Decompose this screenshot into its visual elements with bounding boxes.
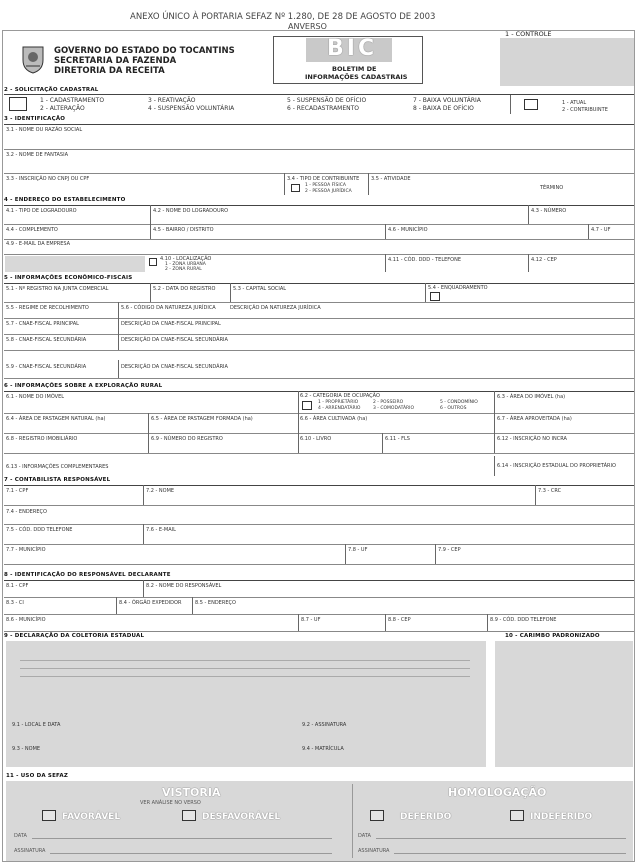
field-6-2: 6.2 - CATEGORIA DE OCUPAÇÃO xyxy=(300,393,380,399)
field-6-2-opt5: 5 - CONDOMÍNIO xyxy=(440,400,478,405)
sec2-opt-b: 2 - CONTRIBUINTE xyxy=(562,107,608,113)
field-5-7-desc[interactable]: DESCRIÇÃO DA CNAE-FISCAL PRINCIPAL xyxy=(121,321,221,327)
field-6-11[interactable]: 6.11 - FLS xyxy=(385,436,410,442)
field-7-8[interactable]: 7.8 - UF xyxy=(348,547,368,553)
field-9-1[interactable]: 9.1 - LOCAL E DATA xyxy=(12,722,61,728)
indeferido-label: INDEFERIDO xyxy=(530,812,593,822)
side-label: ANVERSO xyxy=(288,22,327,31)
bic-title2: INFORMAÇÕES CADASTRAIS xyxy=(305,73,408,81)
field-7-5[interactable]: 7.5 - CÓD. DDD TELEFONE xyxy=(6,527,73,533)
field-6-7[interactable]: 6.7 - ÁREA APROVEITADA (ha) xyxy=(497,416,572,422)
field-6-9[interactable]: 6.9 - NÚMERO DO REGISTRO xyxy=(151,436,223,442)
field-3-1[interactable]: 3.1 - NOME OU RAZÃO SOCIAL xyxy=(6,127,83,133)
field-9-2[interactable]: 9.2 - ASSINATURA xyxy=(302,722,347,728)
field-3-6[interactable]: TÉRMINO xyxy=(540,185,564,191)
field-5-4: 5.4 - ENQUADRAMENTO xyxy=(428,285,488,291)
field-4-3[interactable]: 4.3 - NÚMERO xyxy=(531,208,567,214)
sec3-title: 3 - IDENTIFICAÇÃO xyxy=(4,116,66,122)
field-6-2-opt2: 2 - POSSEIRO xyxy=(373,400,404,405)
field-4-9[interactable]: 4.9 - E-MAIL DA EMPRESA xyxy=(6,241,71,247)
field-7-7[interactable]: 7.7 - MUNICÍPIO xyxy=(6,547,46,553)
sec2-opt2: 2 - ALTERAÇÃO xyxy=(40,105,85,112)
field-4-2[interactable]: 4.2 - NOME DO LOGRADOURO xyxy=(153,208,229,214)
field-4-11[interactable]: 4.11 - CÓD. DDD - TELEFONE xyxy=(388,257,461,263)
field-3-4-opt2: 2 - PESSOA JURÍDICA xyxy=(305,189,352,194)
deferido-label: DEFERIDO xyxy=(400,812,452,822)
sec9-title: 9 - DECLARAÇÃO DA COLETORIA ESTADUAL xyxy=(4,633,145,639)
field-3-4-opt1: 1 - PESSOA FÍSICA xyxy=(305,183,346,188)
field-8-8[interactable]: 8.8 - CEP xyxy=(388,617,411,623)
field-6-1[interactable]: 6.1 - NOME DO IMÓVEL xyxy=(6,394,65,400)
vistoria-assinatura[interactable]: ASSINATURA xyxy=(14,848,46,854)
field-3-4: 3.4 - TIPO DE CONTRIBUINTE xyxy=(287,176,360,182)
field-8-4[interactable]: 8.4 - ÓRGÃO EXPEDIDOR xyxy=(119,600,182,606)
field-7-6[interactable]: 7.6 - E-MAIL xyxy=(146,527,176,533)
field-5-6[interactable]: 5.6 - CÓDIGO DA NATUREZA JURÍDICA xyxy=(121,305,216,311)
field-5-8[interactable]: 5.8 - CNAE-FISCAL SECUNDÁRIA xyxy=(6,337,87,343)
field-5-3[interactable]: 5.3 - CAPITAL SOCIAL xyxy=(233,286,287,292)
field-3-2[interactable]: 3.2 - NOME DE FANTASIA xyxy=(6,152,69,158)
field-4-5[interactable]: 4.5 - BAIRRO / DISTRITO xyxy=(153,227,214,233)
field-9-3[interactable]: 9.3 - NOME xyxy=(12,746,41,752)
sec2-opt8: 8 - BAIXA DE OFÍCIO xyxy=(413,105,474,112)
field-5-2[interactable]: 5.2 - DATA DO REGISTRO xyxy=(153,286,216,292)
gov-line1: GOVERNO DO ESTADO DO TOCANTINS xyxy=(54,46,235,56)
sec2-opt6: 6 - RECADASTRAMENTO xyxy=(287,105,360,112)
sec4-title: 4 - ENDEREÇO DO ESTABELECIMENTO xyxy=(4,197,126,203)
field-9-4[interactable]: 9.4 - MATRÍCULA xyxy=(302,746,344,752)
gov-line3: DIRETORIA DA RECEITA xyxy=(54,66,165,76)
homologacao-title: HOMOLOGAÇÃO xyxy=(448,786,547,799)
field-5-6-desc[interactable]: DESCRIÇÃO DA NATUREZA JURÍDICA xyxy=(230,305,321,311)
sec11-title: 11 - USO DA SEFAZ xyxy=(6,773,69,779)
field-5-9[interactable]: 5.9 - CNAE-FISCAL SECUNDÁRIA xyxy=(6,364,87,370)
bic-title1: BOLETIM DE xyxy=(332,65,377,73)
sec7-title: 7 - CONTABILISTA RESPONSÁVEL xyxy=(4,477,111,483)
field-8-1[interactable]: 8.1 - CPF xyxy=(6,583,29,589)
homologacao-data[interactable]: DATA xyxy=(358,833,371,839)
field-4-12[interactable]: 4.12 - CEP xyxy=(531,257,557,263)
field-6-2-opt6: 6 - OUTROS xyxy=(440,406,467,411)
field-6-8[interactable]: 6.8 - REGISTRO IMOBILIÁRIO xyxy=(6,436,78,442)
favoravel-label: FAVORÁVEL xyxy=(62,812,121,822)
field-6-2-opt3: 3 - COMODATÁRIO xyxy=(373,406,415,411)
field-3-5[interactable]: 3.5 - ATIVIDADE xyxy=(371,176,411,182)
field-4-10-opt2: 2 - ZONA RURAL xyxy=(165,267,202,272)
sec10-title: 10 - CARIMBO PADRONIZADO xyxy=(505,633,600,639)
field-7-1[interactable]: 7.1 - CPF xyxy=(6,488,29,494)
field-6-2-opt4: 4 - ARRENDATÁRIO xyxy=(318,406,361,411)
field-6-13[interactable]: 6.13 - INFORMAÇÕES COMPLEMENTARES xyxy=(6,464,109,470)
sec5-title: 5 - INFORMAÇÕES ECONÔMICO-FISCAIS xyxy=(4,275,133,281)
field-6-12[interactable]: 6.12 - INSCRIÇÃO NO INCRA xyxy=(497,436,567,442)
field-6-6[interactable]: 6.6 - ÁREA CULTIVADA (ha) xyxy=(300,416,368,422)
field-4-10: 4.10 - LOCALIZAÇÃO xyxy=(160,256,212,262)
field-8-9[interactable]: 8.9 - CÓD. DDD TELEFONE xyxy=(490,617,557,623)
field-8-3[interactable]: 8.3 - CI xyxy=(6,600,24,606)
field-7-4[interactable]: 7.4 - ENDEREÇO xyxy=(6,509,47,515)
sec2-opt3: 3 - REATIVAÇÃO xyxy=(148,97,196,104)
controle-title: 1 - CONTROLE xyxy=(505,30,552,38)
field-8-2[interactable]: 8.2 - NOME DO RESPONSÁVEL xyxy=(146,583,222,589)
form-frame xyxy=(2,30,635,862)
field-3-3[interactable]: 3.3 - INSCRIÇÃO NO CNPJ OU CPF xyxy=(6,176,90,182)
sec2-title: 2 - SOLICITAÇÃO CADASTRAL xyxy=(4,87,99,93)
vistoria-title: VISTORIA xyxy=(162,786,221,799)
field-6-5[interactable]: 6.5 - ÁREA DE PASTAGEM FORMADA (ha) xyxy=(151,416,253,422)
field-4-10-opt1: 1 - ZONA URBANA xyxy=(165,262,206,267)
field-7-3[interactable]: 7.3 - CRC xyxy=(538,488,562,494)
homologacao-assinatura[interactable]: ASSINATURA xyxy=(358,848,390,854)
sec6-title: 6 - INFORMAÇÕES SOBRE A EXPLORAÇÃO RURAL xyxy=(4,383,163,389)
sec2-opt7: 7 - BAIXA VOLUNTÁRIA xyxy=(413,97,481,104)
field-5-8-desc[interactable]: DESCRIÇÃO DA CNAE-FISCAL SECUNDÁRIA xyxy=(121,337,228,343)
field-7-9[interactable]: 7.9 - CEP xyxy=(438,547,461,553)
field-6-2-opt1: 1 - PROPRIETÁRIO xyxy=(318,400,359,405)
field-4-6[interactable]: 4.6 - MUNICÍPIO xyxy=(388,227,428,233)
bic-logo-text: BIC xyxy=(327,36,378,61)
vistoria-data[interactable]: DATA xyxy=(14,833,27,839)
sec2-opt5: 5 - SUSPENSÃO DE OFÍCIO xyxy=(287,97,367,104)
field-4-7[interactable]: 4.7 - UF xyxy=(591,227,611,233)
field-7-2[interactable]: 7.2 - NOME xyxy=(146,488,175,494)
sec8-title: 8 - IDENTIFICAÇÃO DO RESPONSÁVEL DECLARANTE xyxy=(4,572,171,578)
field-8-7[interactable]: 8.7 - UF xyxy=(301,617,321,623)
gov-line2: SECRETARIA DA FAZENDA xyxy=(54,56,177,66)
field-8-6[interactable]: 8.6 - MUNICÍPIO xyxy=(6,617,46,623)
field-5-9-desc[interactable]: DESCRIÇÃO DA CNAE-FISCAL SECUNDÁRIA xyxy=(121,364,228,370)
field-4-1[interactable]: 4.1 - TIPO DE LOGRADOURO xyxy=(6,208,77,214)
field-6-10[interactable]: 6.10 - LIVRO xyxy=(300,436,332,442)
field-4-4[interactable]: 4.4 - COMPLEMENTO xyxy=(6,227,58,233)
sec2-opt1: 1 - CADASTRAMENTO xyxy=(40,97,105,104)
field-5-5[interactable]: 5.5 - REGIME DE RECOLHIMENTO xyxy=(6,305,89,311)
field-6-4[interactable]: 6.4 - ÁREA DE PASTAGEM NATURAL (ha) xyxy=(6,416,106,422)
sec2-opt-a: 1 - ATUAL xyxy=(562,100,587,106)
field-5-7[interactable]: 5.7 - CNAE-FISCAL PRINCIPAL xyxy=(6,321,79,327)
annex-title: ANEXO ÚNICO À PORTARIA SEFAZ Nº 1.280, DE 28 DE AGOSTO DE 2003 xyxy=(130,12,436,22)
field-6-3[interactable]: 6.3 - ÁREA DO IMÓVEL (ha) xyxy=(497,394,566,400)
desfavoravel-label: DESFAVORÁVEL xyxy=(202,812,281,822)
sec2-opt4: 4 - SUSPENSÃO VOLUNTÁRIA xyxy=(148,105,235,112)
vistoria-subtitle: VER ANÁLISE NO VERSO xyxy=(140,800,201,806)
field-6-14[interactable]: 6.14 - INSCRIÇÃO ESTADUAL DO PROPRIETÁRIO xyxy=(497,463,616,469)
field-8-5[interactable]: 8.5 - ENDEREÇO xyxy=(195,600,236,606)
field-5-1[interactable]: 5.1 - Nº REGISTRO NA JUNTA COMERCIAL xyxy=(6,286,109,292)
